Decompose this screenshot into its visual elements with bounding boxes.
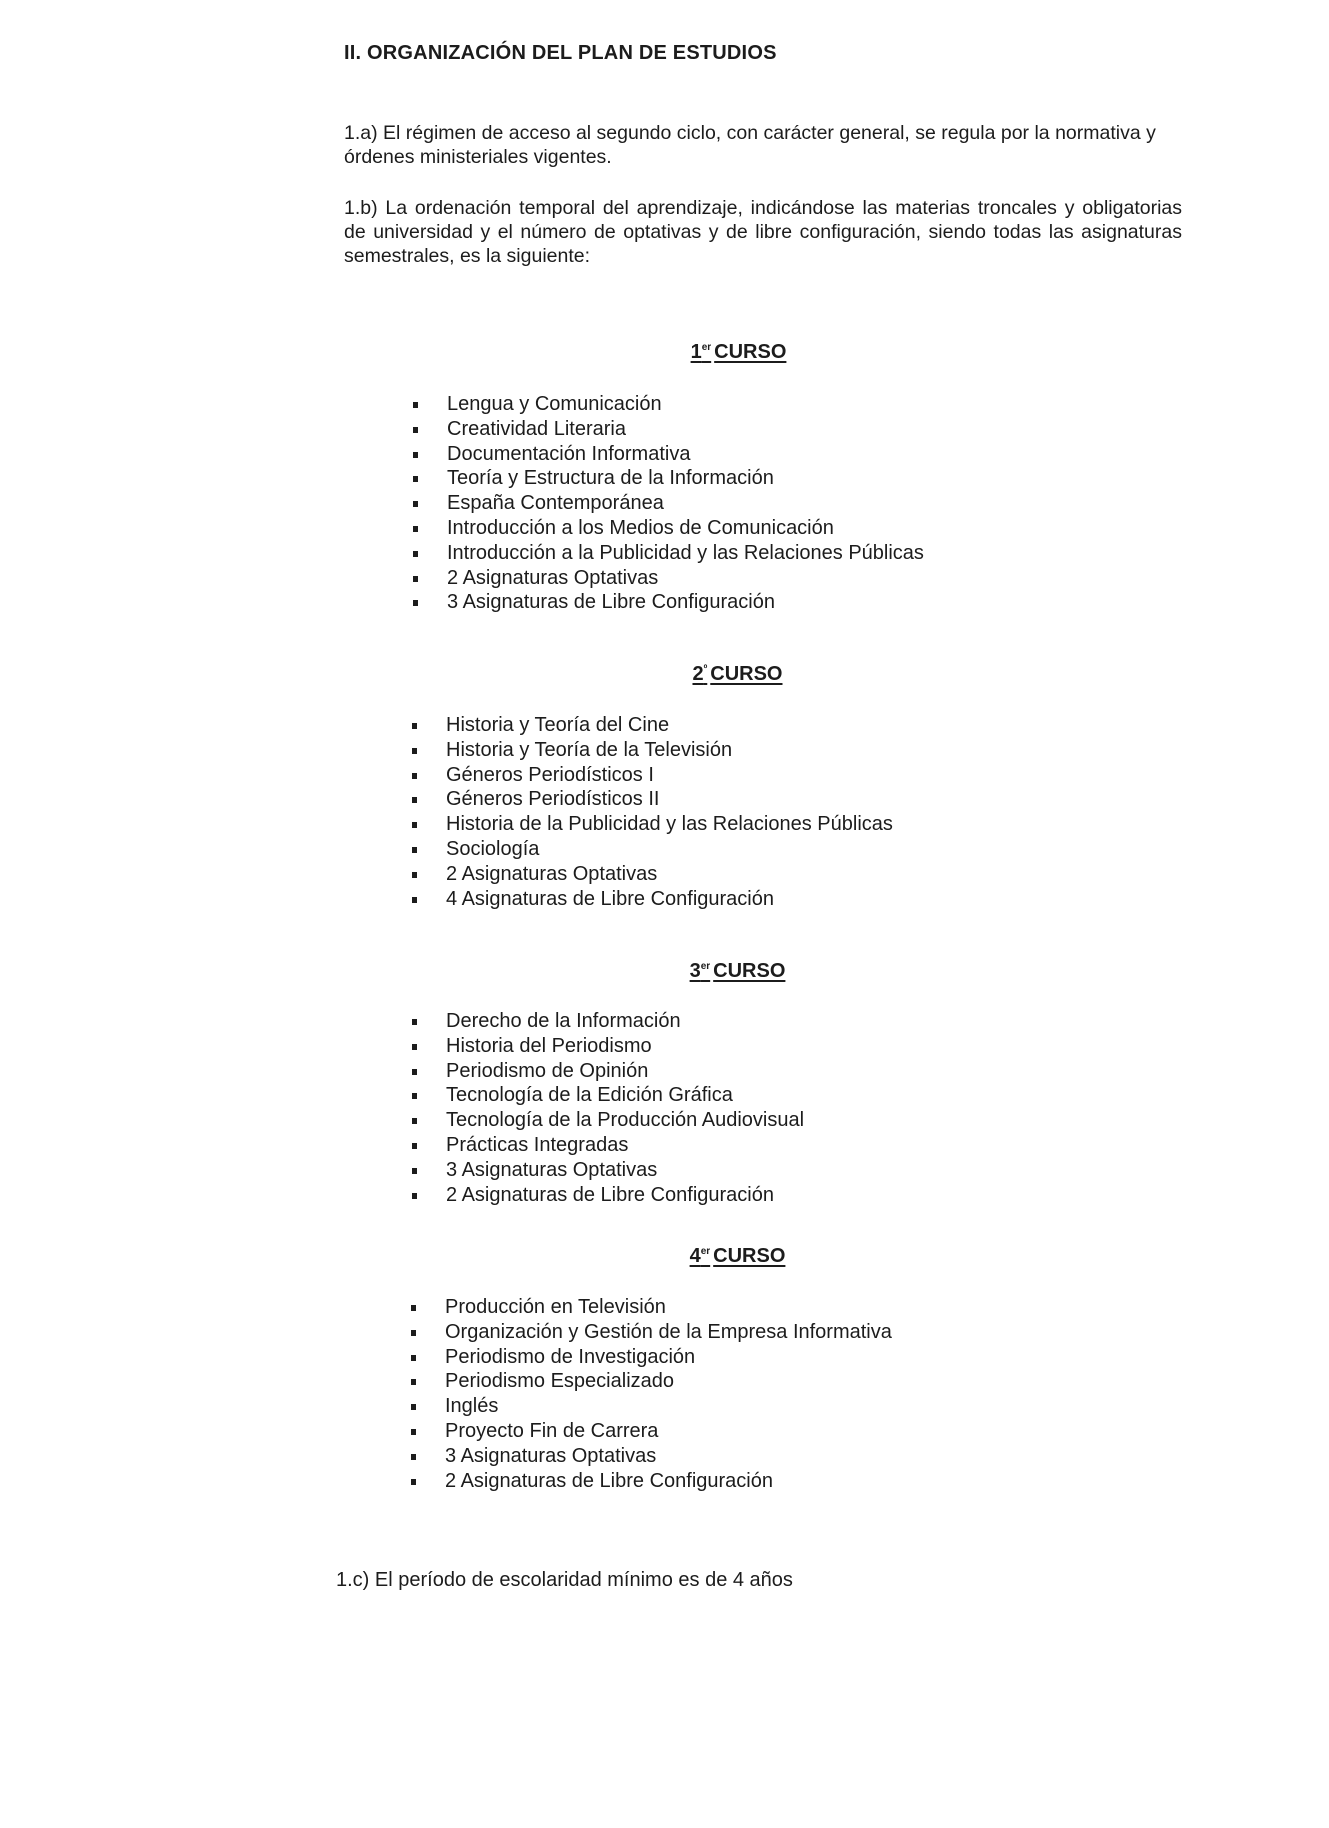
subject-label: Tecnología de la Producción Audiovisual — [446, 1109, 805, 1132]
subject-label: 2 Asignaturas Optativas — [447, 566, 659, 589]
list-item — [410, 1034, 804, 1059]
course-ordinal: er — [700, 961, 711, 973]
bullet-icon — [411, 1305, 416, 1311]
bullet-icon — [411, 1404, 416, 1410]
course-heading-text — [692, 663, 782, 685]
bullet-icon — [412, 748, 417, 754]
bullet-icon — [413, 452, 418, 458]
list-item — [409, 1369, 892, 1394]
subject-label: 3 Asignaturas Optativas — [445, 1444, 657, 1467]
bullet-icon — [412, 723, 417, 729]
course-number: 1 — [690, 341, 702, 363]
list-item — [410, 1059, 804, 1084]
course-heading-2 — [0, 663, 1329, 686]
paragraph-access-regime: 1.a) El régimen de acceso al segundo ciclo, con carácter general, se regula por la normativa y órdenes ministeriales vigentes. — [344, 122, 1156, 168]
list-item — [411, 442, 924, 467]
bullet-icon — [412, 1093, 417, 1099]
bullet-icon — [413, 551, 418, 557]
list-item — [411, 566, 924, 591]
list-item — [409, 1295, 892, 1320]
list-item — [409, 1394, 892, 1419]
course-number: 4 — [689, 1245, 701, 1267]
list-item — [411, 491, 924, 516]
list-item — [410, 812, 893, 837]
subject-label: Periodismo Especializado — [445, 1370, 675, 1393]
bullet-icon — [411, 1454, 416, 1460]
bullet-icon — [411, 1330, 416, 1336]
bullet-icon — [412, 1044, 417, 1050]
course-heading-1 — [0, 341, 1329, 364]
subject-label: Prácticas Integradas — [446, 1133, 629, 1156]
course-ordinal: er — [700, 1246, 711, 1258]
subject-label: Creatividad Literaria — [447, 417, 626, 440]
subject-label: 4 Asignaturas de Libre Configuración — [446, 887, 774, 910]
subject-label: Sociología — [446, 837, 540, 860]
subject-label: Tecnología de la Edición Gráfica — [446, 1084, 733, 1107]
list-item — [409, 1469, 892, 1494]
bullet-icon — [412, 1118, 417, 1124]
paragraph-temporal-ordering: 1.b) La ordenación temporal del aprendizaje, indicándose las materias troncales y obligatorias de universidad y el número de optativas y de libre configuración, siendo todas las asignaturas semestrales, es la siguiente: — [344, 197, 1182, 267]
subject-label: Producción en Televisión — [445, 1296, 666, 1318]
list-item — [410, 837, 893, 862]
bullet-icon — [411, 1355, 416, 1361]
list-item — [411, 392, 924, 417]
course-ordinal: er — [701, 342, 712, 354]
list-item — [411, 466, 924, 491]
subject-label: Introducción a los Medios de Comunicación — [447, 516, 834, 539]
subject-label: 2 Asignaturas Optativas — [446, 862, 658, 885]
bullet-icon — [412, 822, 417, 828]
list-item — [410, 1108, 804, 1133]
subject-label: Introducción a la Publicidad y las Relaciones Públicas — [447, 541, 924, 564]
subject-label: Periodismo de Investigación — [445, 1345, 696, 1368]
list-item — [411, 417, 924, 442]
list-item — [409, 1345, 892, 1370]
bullet-icon — [411, 1429, 416, 1435]
list-item — [410, 1133, 804, 1158]
course-ordinal: º — [703, 664, 708, 676]
course-heading-text — [691, 341, 787, 363]
course-list-3 — [410, 1009, 804, 1207]
list-item — [410, 713, 893, 738]
subject-label: Historia de la Publicidad y las Relaciones Públicas — [446, 813, 893, 836]
bullet-icon — [412, 1193, 417, 1199]
course-label: CURSO — [713, 960, 786, 982]
bullet-icon — [412, 1069, 417, 1075]
course-number: 3 — [689, 960, 701, 982]
bullet-icon — [412, 773, 417, 779]
subject-label: Organización y Gestión de la Empresa Informativa — [445, 1320, 892, 1343]
course-label: CURSO — [713, 1245, 786, 1267]
list-item — [411, 541, 924, 566]
course-heading-text — [690, 960, 786, 982]
subject-label: 2 Asignaturas de Libre Configuración — [445, 1469, 773, 1492]
bullet-icon — [411, 1379, 416, 1385]
bullet-icon — [413, 402, 418, 408]
subject-label: Lengua y Comunicación — [447, 393, 662, 415]
bullet-icon — [412, 847, 417, 853]
bullet-icon — [412, 797, 417, 803]
course-list-2 — [410, 713, 893, 911]
bullet-icon — [413, 427, 418, 433]
list-item — [410, 1083, 804, 1108]
bullet-icon — [412, 1168, 417, 1174]
list-item — [410, 887, 893, 912]
subject-label: Documentación Informativa — [447, 442, 691, 465]
subject-label: Géneros Periodísticos II — [446, 788, 660, 811]
bullet-icon — [413, 600, 418, 606]
subject-label: Proyecto Fin de Carrera — [445, 1419, 659, 1442]
list-item — [409, 1444, 892, 1469]
course-label: CURSO — [714, 341, 787, 363]
list-item — [410, 763, 893, 788]
subject-label: 2 Asignaturas de Libre Configuración — [446, 1183, 774, 1206]
bullet-icon — [412, 872, 417, 878]
course-heading-4 — [0, 1245, 1329, 1268]
list-item — [410, 738, 893, 763]
course-heading-3 — [0, 960, 1329, 983]
list-item — [410, 862, 893, 887]
list-item — [410, 1009, 804, 1034]
subject-label: 3 Asignaturas Optativas — [446, 1158, 658, 1181]
list-item — [411, 590, 924, 615]
bullet-icon — [412, 897, 417, 903]
course-label: CURSO — [710, 663, 783, 685]
course-list-4 — [409, 1295, 892, 1493]
subject-label: España Contemporánea — [447, 492, 664, 515]
course-number: 2 — [692, 663, 704, 685]
subject-label: Géneros Periodísticos I — [446, 763, 654, 786]
subject-label: Periodismo de Opinión — [446, 1059, 649, 1082]
subject-label: 3 Asignaturas de Libre Configuración — [447, 591, 775, 614]
section-title: II. ORGANIZACIÓN DEL PLAN DE ESTUDIOS — [344, 42, 777, 64]
list-item — [411, 516, 924, 541]
list-item — [410, 1183, 804, 1208]
list-item — [410, 787, 893, 812]
subject-label: Historia del Periodismo — [446, 1034, 652, 1057]
bullet-icon — [412, 1019, 417, 1025]
subject-label: Historia y Teoría del Cine — [446, 714, 670, 736]
course-list-1 — [411, 392, 924, 615]
bullet-icon — [413, 526, 418, 532]
bullet-icon — [413, 476, 418, 482]
bullet-icon — [413, 576, 418, 582]
bullet-icon — [413, 501, 418, 507]
list-item — [410, 1158, 804, 1183]
subject-label: Historia y Teoría de la Televisión — [446, 738, 733, 761]
paragraph-minimum-schooling: 1.c) El período de escolaridad mínimo es de 4 años — [336, 1569, 793, 1591]
subject-label: Derecho de la Información — [446, 1010, 681, 1032]
subject-label: Inglés — [445, 1395, 499, 1418]
course-heading-text — [690, 1245, 786, 1267]
bullet-icon — [412, 1143, 417, 1149]
subject-label: Teoría y Estructura de la Información — [447, 467, 774, 490]
bullet-icon — [411, 1479, 416, 1485]
list-item — [409, 1419, 892, 1444]
list-item — [409, 1320, 892, 1345]
